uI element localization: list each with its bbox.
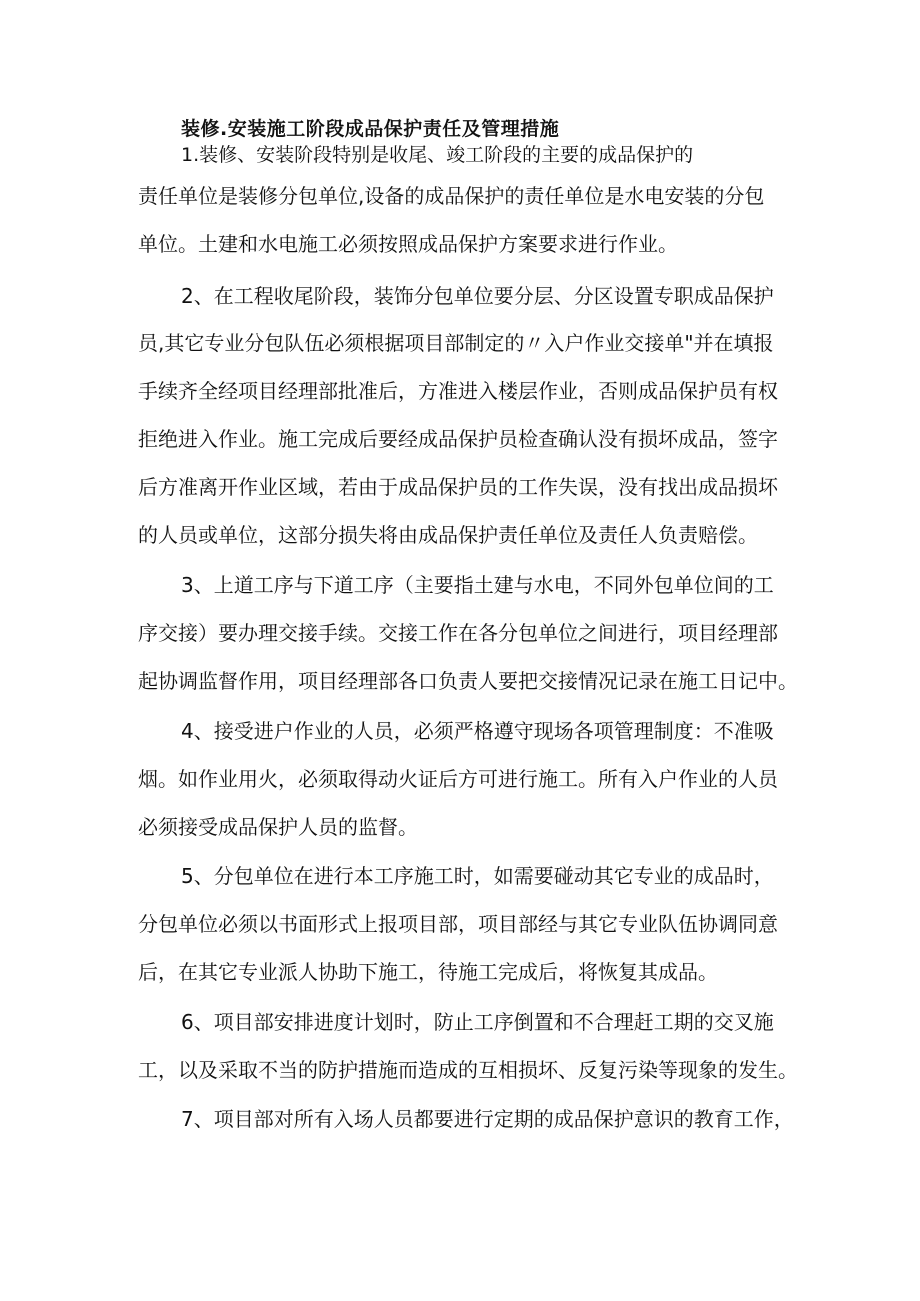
paragraph-line: 3、上道工序与下道工序（主要指土建与水电，不同外包单位间的工 bbox=[181, 573, 774, 597]
paragraph-line: 5、分包单位在进行本工序施工时，如需要碰动其它专业的成品时， bbox=[181, 864, 774, 888]
paragraph-line: 4、接受进户作业的人员，必须严格遵守现场各项管理制度：不准吸 bbox=[181, 719, 774, 743]
paragraph-line: 序交接）要办理交接手续。交接工作在各分包单位之间进行，项目经理部 bbox=[138, 621, 778, 645]
paragraph-line: 分包单位必须以书面形式上报项目部，项目部经与其它专业队伍协调同意 bbox=[138, 912, 778, 936]
paragraph-line: 工，以及采取不当的防护措施而造成的互相损坏、反复污染等现象的发生。 bbox=[138, 1058, 798, 1082]
paragraph-line: 后方准离开作业区域，若由于成品保护员的工作失误，没有找出成品损坏 bbox=[138, 475, 778, 499]
paragraph-line: 1.装修、安装阶段特别是收尾、竣工阶段的主要的成品保护的 bbox=[181, 144, 694, 166]
paragraph-line: 后，在其它专业派人协助下施工，待施工完成后，将恢复其成品。 bbox=[138, 960, 718, 984]
document-title: 装修.安装施工阶段成品保护责任及管理措施 bbox=[181, 118, 560, 140]
paragraph-line: 的人员或单位，这部分损失将由成品保护责任单位及责任人负责赔偿。 bbox=[138, 523, 758, 547]
paragraph-line: 手续齐全经项目经理部批准后，方准进入楼层作业，否则成品保护员有权 bbox=[138, 379, 778, 403]
paragraph-line: 必须接受成品保护人员的监督。 bbox=[138, 815, 418, 839]
paragraph-line: 单位。土建和水电施工必须按照成品保护方案要求进行作业。 bbox=[138, 232, 678, 256]
paragraph-line: 烟。如作业用火，必须取得动火证后方可进行施工。所有入户作业的人员 bbox=[138, 767, 778, 791]
paragraph-line: 责任单位是装修分包单位,设备的成品保护的责任单位是水电安装的分包 bbox=[138, 184, 765, 208]
paragraph-line: 7、项目部对所有入场人员都要进行定期的成品保护意识的教育工作， bbox=[181, 1107, 794, 1131]
paragraph-line: 起协调监督作用，项目经理部各口负责人要把交接情况记录在施工日记中。 bbox=[138, 669, 798, 693]
paragraph-line: 拒绝进入作业。施工完成后要经成品保护员检查确认没有损坏成品，签字 bbox=[138, 427, 778, 451]
paragraph-line: 6、项目部安排进度计划时，防止工序倒置和不合理赶工期的交叉施 bbox=[181, 1010, 774, 1034]
paragraph-line: 员,其它专业分包队伍必须根据项目部制定的〃入户作业交接单"并在填报 bbox=[138, 331, 774, 355]
paragraph-line: 2、在工程收尾阶段，装饰分包单位要分层、分区设置专职成品保护 bbox=[181, 284, 774, 308]
